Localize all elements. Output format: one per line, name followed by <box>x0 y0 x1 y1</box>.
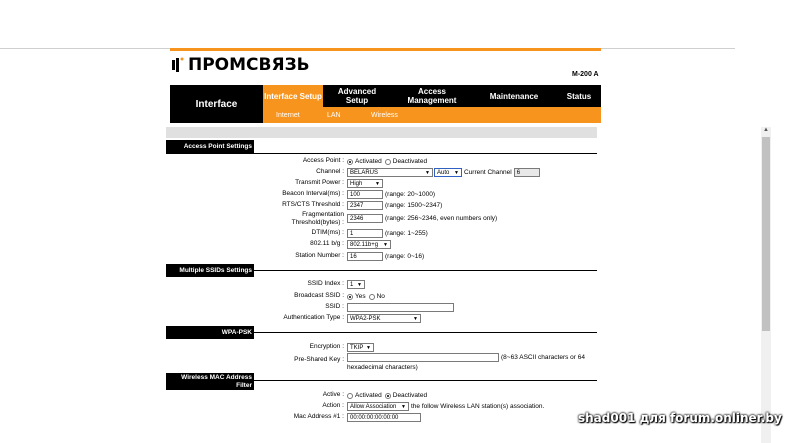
channel-mode-select[interactable] <box>434 168 462 177</box>
mac-deactivated-radio[interactable] <box>385 393 391 399</box>
tab-status[interactable]: Status <box>566 91 592 101</box>
auth-type-label: Authentication Type : <box>283 314 344 321</box>
preshared-key-input[interactable] <box>347 353 499 362</box>
ssid-index-value: 1 <box>350 281 354 288</box>
fragmentation-input[interactable]: 2346 <box>347 214 383 223</box>
chevron-down-icon: ▼ <box>375 180 380 187</box>
section-divider <box>254 153 597 154</box>
current-channel-label: Current Channel <box>464 169 512 176</box>
beacon-note: (range: 20~1000) <box>385 191 436 198</box>
beacon-label: Beacon Interval(ms) : <box>282 190 344 197</box>
mac-active-label: Active : <box>322 391 344 398</box>
section-divider <box>254 270 597 271</box>
station-number-label: Station Number : <box>295 252 344 259</box>
mac-address-1-label: Mac Address #1 : <box>293 413 344 420</box>
logo <box>172 55 310 75</box>
ssid-index-select[interactable] <box>347 280 365 289</box>
mac-action-select[interactable] <box>347 402 409 411</box>
subtab-lan[interactable]: LAN <box>327 111 341 119</box>
channel-label: Channel : <box>316 168 344 175</box>
row-station-number <box>254 251 597 262</box>
nav-main-label: Interface <box>170 85 263 123</box>
row-channel <box>254 167 597 178</box>
content-header-strip <box>166 127 597 138</box>
rts-note: (range: 1500~2347) <box>385 202 443 209</box>
row-rts <box>254 200 597 211</box>
mac-activated-radio[interactable] <box>347 393 353 399</box>
scrollbar-thumb[interactable] <box>762 137 770 331</box>
chevron-down-icon: ▼ <box>425 169 430 176</box>
tab-access-management[interactable]: Access Management <box>407 87 457 105</box>
chevron-down-icon: ▼ <box>357 281 362 288</box>
tab-interface-setup[interactable]: Interface Setup <box>263 85 323 107</box>
broadcast-no-radio[interactable] <box>369 294 375 300</box>
broadcast-yes-radio[interactable] <box>347 294 353 300</box>
preshared-key-label: Pre-Shared Key : <box>294 356 344 363</box>
mode-label: 802.11 b/g : <box>310 240 344 247</box>
ssid-index-label: SSID Index : <box>307 280 344 287</box>
row-broadcast-ssid <box>254 291 597 302</box>
encryption-select[interactable] <box>347 343 374 352</box>
encryption-label: Encryption : <box>309 343 344 350</box>
subtab-wireless[interactable]: Wireless <box>371 111 398 119</box>
chevron-down-icon: ▼ <box>454 169 459 176</box>
current-channel-field: 6 <box>514 168 540 177</box>
tab-maintenance[interactable]: Maintenance <box>489 91 539 101</box>
preshared-key-note-2: hexadecimal characters) <box>347 364 418 371</box>
access-point-label: Access Point : <box>302 157 344 164</box>
mac-deactivated-label: Deactivated <box>392 392 428 399</box>
mode-value: 802.11b+g <box>350 241 379 248</box>
row-beacon <box>254 189 597 200</box>
encryption-value: TKIP <box>350 344 364 351</box>
auth-type-select[interactable] <box>347 314 421 323</box>
fragmentation-label-2: Threshold(bytes) : <box>291 219 344 226</box>
section-divider <box>254 332 597 333</box>
auth-type-value: WPA2-PSK <box>350 315 381 322</box>
row-ssid <box>254 302 597 313</box>
section-multiple-ssid: Multiple SSIDs Settings <box>166 264 254 277</box>
broadcast-ssid-label: Broadcast SSID : <box>294 292 344 299</box>
scroll-up-icon[interactable]: ▲ <box>763 127 769 133</box>
ssid-label: SSID : <box>325 303 344 310</box>
dtim-input[interactable]: 1 <box>347 229 383 238</box>
row-access-point <box>254 156 597 167</box>
rts-label: RTS/CTS Threshold : <box>282 201 344 208</box>
subtab-internet[interactable]: Internet <box>276 111 300 119</box>
transmit-power-label: Transmit Power : <box>295 179 344 186</box>
section-wpa-psk: WPA-PSK <box>166 326 254 339</box>
activated-label: Activated <box>355 158 382 165</box>
station-number-input[interactable]: 16 <box>347 252 383 261</box>
brand-bar <box>170 48 601 51</box>
broadcast-yes-label: Yes <box>355 293 366 300</box>
mac-action-label: Action : <box>322 402 344 409</box>
mode-select[interactable] <box>347 240 391 249</box>
station-number-note: (range: 0~16) <box>385 253 425 260</box>
section-access-point: Access Point Settings <box>166 140 254 154</box>
chevron-down-icon: ▼ <box>366 344 371 351</box>
mac-action-value: Allow Association <box>350 403 397 410</box>
fragmentation-note: (range: 256~2346, even numbers only) <box>385 215 498 222</box>
row-ssid-index <box>254 279 597 290</box>
model-name: M-200 A <box>572 71 599 78</box>
transmit-power-value: High <box>350 180 363 187</box>
row-fragmentation <box>254 213 597 229</box>
rts-input[interactable]: 2347 <box>347 201 383 210</box>
deactivated-label: Deactivated <box>392 158 428 165</box>
watermark: shad001 для forum.onliner.by <box>578 411 782 425</box>
subnav-bar <box>263 107 601 123</box>
fragmentation-label-1: Fragmentation <box>302 211 344 218</box>
preshared-key-note-1: (8~63 ASCII characters or 64 <box>501 354 586 361</box>
chevron-down-icon: ▼ <box>401 403 406 410</box>
section-mac-filter: Wireless MAC Address Filter <box>166 373 254 390</box>
section-divider <box>254 380 597 381</box>
access-point-activated-radio[interactable] <box>347 159 353 165</box>
row-preshared-key <box>254 353 597 371</box>
dtim-label: DTIM(ms) : <box>311 229 344 236</box>
logo-text: ПРОМСВЯЗЬ <box>188 55 310 75</box>
broadcast-no-label: No <box>376 293 385 300</box>
row-mac-active <box>254 390 597 401</box>
row-80211-mode <box>254 239 597 250</box>
row-mac-address-1 <box>254 412 597 423</box>
ssid-input[interactable] <box>347 303 454 312</box>
transmit-power-select[interactable] <box>347 179 383 188</box>
row-auth-type <box>254 313 597 324</box>
dtim-note: (range: 1~255) <box>385 230 428 237</box>
access-point-deactivated-radio[interactable] <box>385 159 391 165</box>
chevron-down-icon: ▼ <box>383 241 388 248</box>
mac-action-note: the follow Wireless LAN station(s) association. <box>411 403 545 410</box>
row-mac-action <box>254 401 597 412</box>
beacon-input[interactable]: 100 <box>347 190 383 199</box>
row-transmit-power <box>254 178 597 189</box>
channel-country-select[interactable] <box>347 168 433 177</box>
chevron-down-icon: ▼ <box>413 315 418 322</box>
logo-mark-icon <box>172 56 184 74</box>
channel-mode-value: Auto <box>437 169 450 176</box>
row-encryption <box>254 342 597 353</box>
mac-address-1-input[interactable]: 00:00:00:00:00:00 <box>347 413 421 422</box>
row-dtim <box>254 228 597 239</box>
channel-country-value: BELARUS <box>350 169 379 176</box>
tab-advanced-setup[interactable]: Advanced Setup <box>337 87 377 105</box>
mac-activated-label: Activated <box>355 392 382 399</box>
